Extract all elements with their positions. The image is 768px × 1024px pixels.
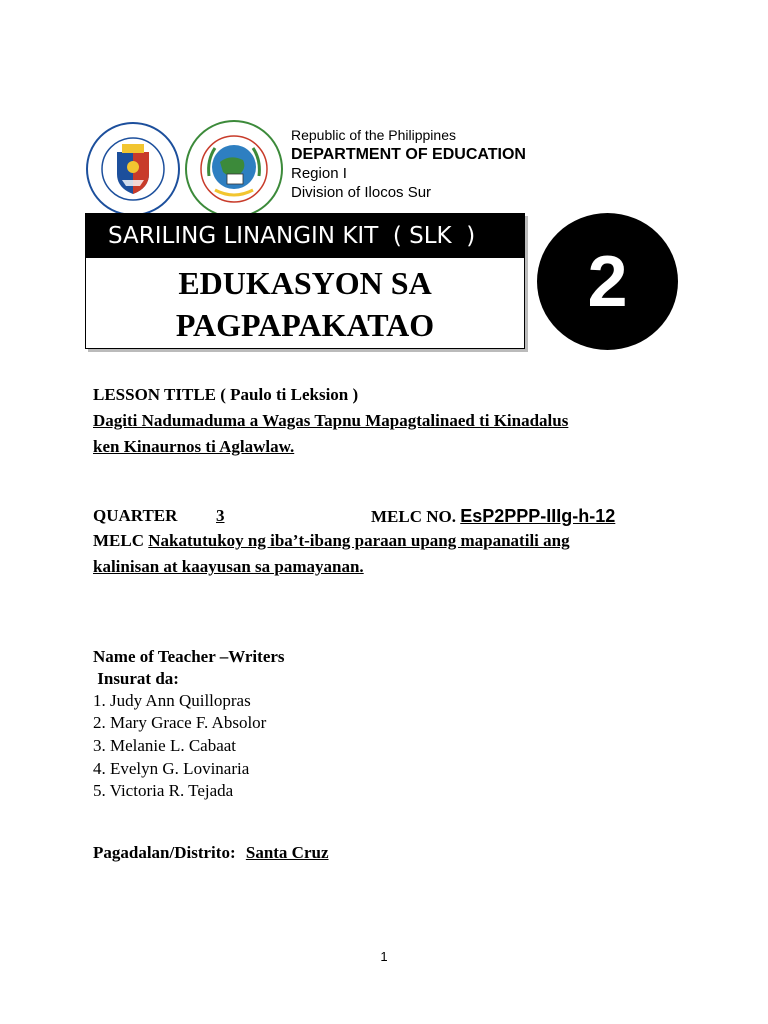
writer-name: 1. Judy Ann Quillopras <box>93 691 251 710</box>
melc-text-line-1: Nakatutukoy ng iba’t-ibang paraan upang mapanatili ang <box>148 531 570 550</box>
district-label: Pagadalan/Distrito: <box>93 843 236 862</box>
subject-title <box>86 262 524 346</box>
lesson-title-line-2: ken Kinaurnos ti Aglawlaw. <box>93 437 295 456</box>
melc-label: MELC <box>93 531 144 550</box>
grade-badge: 2 <box>537 213 678 350</box>
department-text: DEPARTMENT OF EDUCATION <box>291 146 526 163</box>
melc-no-label <box>371 505 615 528</box>
melc-row <box>93 530 570 552</box>
region-text: Region I <box>291 165 347 182</box>
page-number: 1 <box>380 949 388 964</box>
quarter-value: 3 <box>216 506 225 525</box>
schools-division-seal-logo <box>185 120 283 218</box>
writers-subheading: Insurat da: <box>93 669 179 688</box>
quarter-label: QUARTER <box>93 506 178 525</box>
melc-no-text: MELC NO. <box>371 507 456 526</box>
writer-name: 4. Evelyn G. Lovinaria <box>93 759 250 778</box>
kit-title-bar: SARILING LINANGIN KIT ( SLK ) <box>86 214 524 258</box>
lesson-title-label: LESSON TITLE ( Paulo ti Leksion ) <box>93 385 359 404</box>
header-block <box>291 126 526 202</box>
republic-text: Republic of the Philippines <box>291 127 456 143</box>
writers-heading: Name of Teacher –Writers <box>93 647 285 666</box>
melc-text-line-2: kalinisan at kaayusan sa pamayanan. <box>93 557 364 576</box>
melc-code: EsP2PPP-IIIg-h-12 <box>460 506 616 526</box>
subject-line-1: EDUKASYON SA <box>178 265 432 301</box>
lesson-title-line-1: Dagiti Nadumaduma a Wagas Tapnu Mapagtalinaed ti Kinadalus <box>93 411 569 430</box>
district-value: Santa Cruz <box>245 843 329 862</box>
division-text: Division of Ilocos Sur <box>291 184 432 201</box>
kit-title-box <box>85 213 525 349</box>
writer-name: 2. Mary Grace F. Absolor <box>93 713 267 732</box>
district-row <box>93 842 329 864</box>
deped-seal-logo <box>86 122 180 216</box>
writer-name: 3. Melanie L. Cabaat <box>93 736 237 755</box>
writer-name: 5. Victoria R. Tejada <box>93 781 234 800</box>
subject-line-2: PAGPAPAKATAO <box>175 307 435 343</box>
